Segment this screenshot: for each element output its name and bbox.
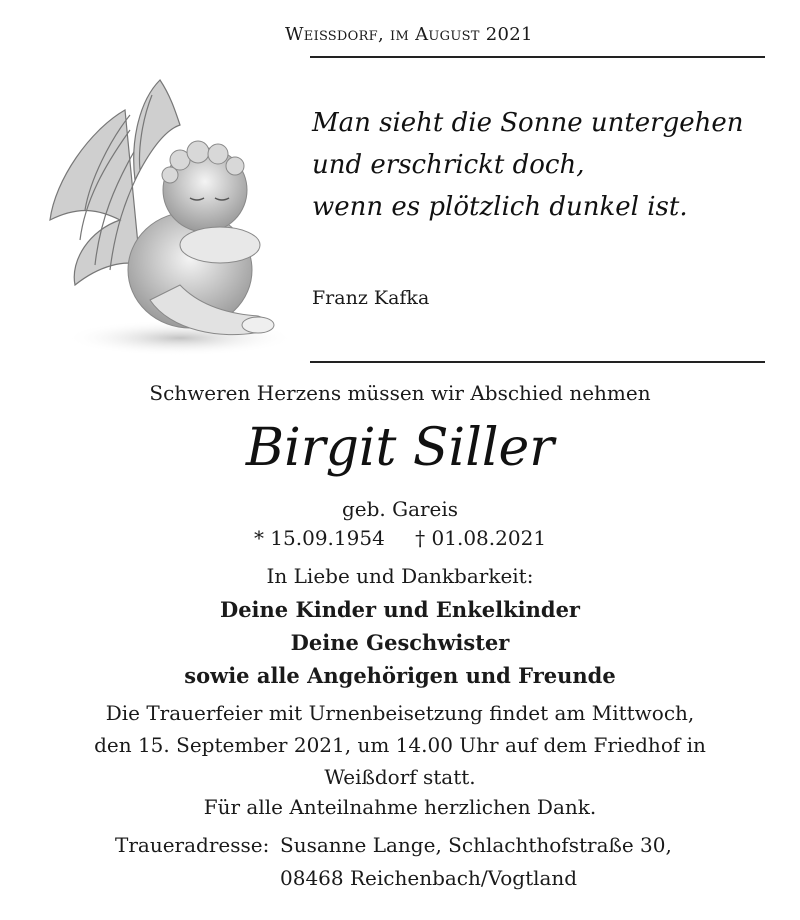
quote-author: Franz Kafka	[312, 287, 430, 309]
address-line-1: Susanne Lange, Schlachthofstraße 30,	[280, 833, 672, 857]
mourners-line: sowie alle Angehörigen und Freunde	[184, 663, 616, 688]
thanks-line: Für alle Anteilnahme herzlichen Dank.	[203, 795, 597, 819]
mourners-line: Deine Geschwister	[290, 630, 510, 655]
angel-figurine-icon	[30, 70, 290, 370]
mourners-line: Deine Kinder und Enkelkinder	[219, 597, 580, 622]
mourners-intro: In Liebe und Dankbarkeit:	[266, 564, 534, 588]
top-divider	[310, 56, 765, 58]
deceased-name: Birgit Siller	[245, 418, 555, 478]
birth-date: * 15.09.1954	[253, 526, 385, 550]
place-date-header: Weißdorf, im August 2021	[285, 24, 533, 45]
mourning-address	[115, 829, 672, 895]
ceremony-line: Die Trauerfeier mit Urnenbeisetzung findet am Mittwoch,	[105, 701, 695, 725]
life-dates	[0, 526, 800, 550]
address-label: Traueradresse:	[115, 833, 270, 857]
quote-line: wenn es plötzlich dunkel ist.	[312, 192, 688, 222]
quote-line: und erschrickt doch,	[312, 150, 585, 180]
farewell-intro: Schweren Herzens müssen wir Abschied nehmen	[149, 381, 651, 405]
kafka-quote	[312, 102, 744, 228]
middle-divider	[310, 361, 765, 363]
quote-line: Man sieht die Sonne untergehen	[312, 108, 744, 138]
ceremony-line: Weißdorf statt.	[324, 765, 476, 789]
address-line-2: 08468 Reichenbach/Vogtland	[280, 866, 578, 890]
ceremony-line: den 15. September 2021, um 14.00 Uhr auf dem Friedhof in	[94, 733, 706, 757]
ceremony-info	[60, 697, 740, 793]
death-date: † 01.08.2021	[415, 526, 547, 550]
birth-name: geb. Gareis	[341, 497, 459, 521]
